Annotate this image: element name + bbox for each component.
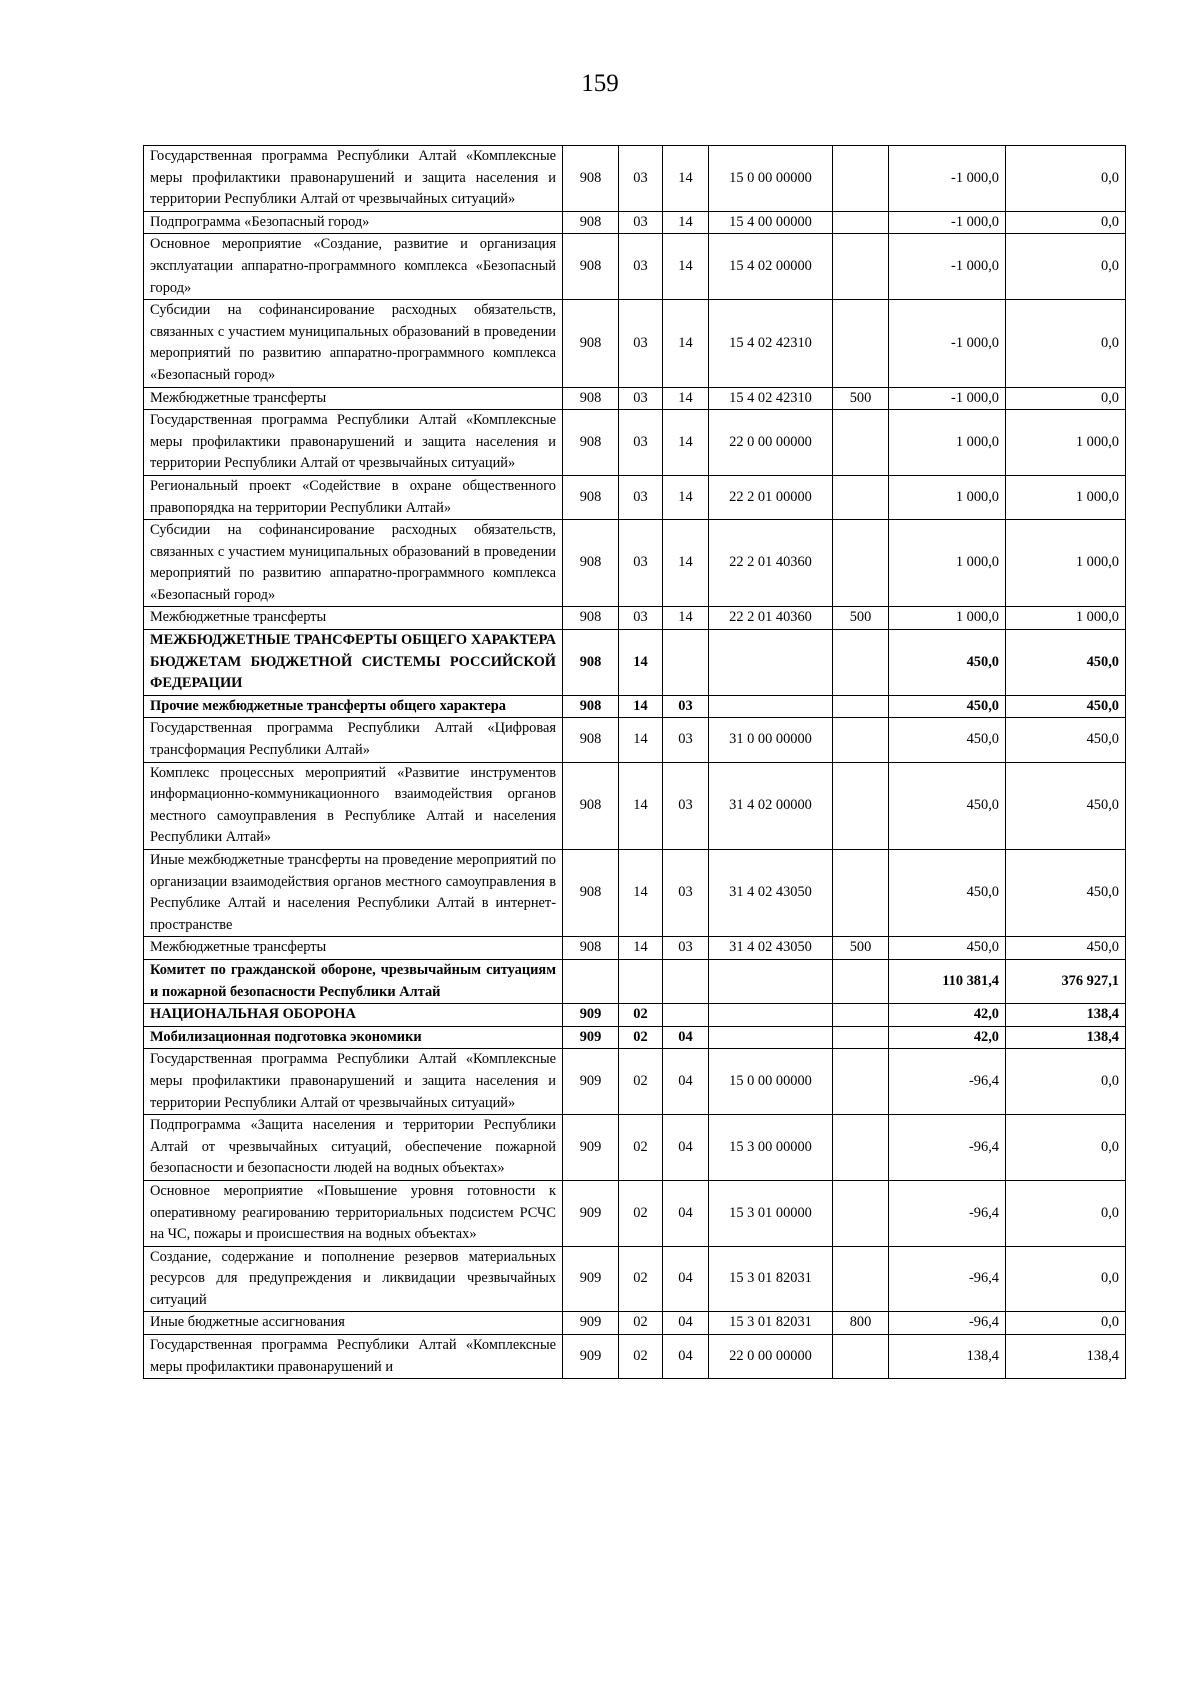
row-name: Основное мероприятие «Повышение уровня готовности к оперативному реагированию территориальных подсистем РСЧС на ЧС, пожары и происшествия на водных объектах»	[144, 1180, 563, 1246]
amount-year-2: 1 000,0	[1006, 607, 1126, 630]
expense-type-code	[833, 1004, 889, 1027]
expense-type-code	[833, 1115, 889, 1181]
section-code: 03	[619, 607, 663, 630]
row-name: Государственная программа Республики Алтай «Комплексные меры профилактики правонарушений и защита населения и территории Республики Алтай от чрезвычайных ситуаций»	[144, 410, 563, 476]
amount-year-1: -1 000,0	[889, 300, 1006, 387]
ministry-code: 908	[563, 718, 619, 762]
amount-year-2: 0,0	[1006, 1115, 1126, 1181]
ministry-code: 909	[563, 1026, 619, 1049]
expense-type-code	[833, 300, 889, 387]
amount-year-2: 1 000,0	[1006, 475, 1126, 519]
ministry-code: 908	[563, 520, 619, 607]
amount-year-1: 450,0	[889, 850, 1006, 937]
ministry-code: 909	[563, 1335, 619, 1379]
section-code: 14	[619, 630, 663, 696]
subsection-code: 14	[663, 520, 709, 607]
section-code: 02	[619, 1180, 663, 1246]
amount-year-2: 450,0	[1006, 762, 1126, 849]
target-article-code: 22 2 01 40360	[709, 607, 833, 630]
budget-table	[143, 145, 1126, 1379]
amount-year-2: 0,0	[1006, 234, 1126, 300]
amount-year-2: 1 000,0	[1006, 410, 1126, 476]
amount-year-2: 0,0	[1006, 1312, 1126, 1335]
subsection-code	[663, 630, 709, 696]
section-code: 03	[619, 475, 663, 519]
amount-year-1: -96,4	[889, 1246, 1006, 1312]
target-article-code: 15 0 00 00000	[709, 146, 833, 212]
expense-type-code	[833, 695, 889, 718]
expense-type-code	[833, 959, 889, 1003]
subsection-code: 14	[663, 211, 709, 234]
amount-year-2: 0,0	[1006, 1049, 1126, 1115]
expense-type-code: 500	[833, 607, 889, 630]
row-name: Комитет по гражданской обороне, чрезвычайным ситуациям и пожарной безопасности Республики Алтай	[144, 959, 563, 1003]
section-code: 02	[619, 1115, 663, 1181]
target-article-code: 31 4 02 43050	[709, 937, 833, 960]
expense-type-code	[833, 520, 889, 607]
ministry-code	[563, 959, 619, 1003]
table-row	[144, 1026, 1126, 1049]
section-code: 02	[619, 1004, 663, 1027]
subsection-code: 14	[663, 387, 709, 410]
ministry-code: 908	[563, 300, 619, 387]
section-code: 02	[619, 1335, 663, 1379]
table-row	[144, 937, 1126, 960]
page-number: 159	[581, 70, 619, 97]
amount-year-2: 0,0	[1006, 387, 1126, 410]
amount-year-1: -96,4	[889, 1049, 1006, 1115]
table-row	[144, 300, 1126, 387]
amount-year-1: 1 000,0	[889, 410, 1006, 476]
section-code: 03	[619, 300, 663, 387]
expense-type-code	[833, 1049, 889, 1115]
subsection-code: 03	[663, 762, 709, 849]
section-code: 02	[619, 1246, 663, 1312]
target-article-code: 15 4 00 00000	[709, 211, 833, 234]
ministry-code: 908	[563, 762, 619, 849]
row-name: Мобилизационная подготовка экономики	[144, 1026, 563, 1049]
row-name: Межбюджетные трансферты	[144, 387, 563, 410]
expense-type-code: 500	[833, 937, 889, 960]
ministry-code: 908	[563, 695, 619, 718]
table-row	[144, 146, 1126, 212]
amount-year-1: 450,0	[889, 762, 1006, 849]
section-code: 03	[619, 234, 663, 300]
row-name: Межбюджетные трансферты	[144, 937, 563, 960]
target-article-code: 22 2 01 40360	[709, 520, 833, 607]
subsection-code: 14	[663, 410, 709, 476]
subsection-code: 14	[663, 300, 709, 387]
amount-year-1: 450,0	[889, 718, 1006, 762]
row-name: МЕЖБЮДЖЕТНЫЕ ТРАНСФЕРТЫ ОБЩЕГО ХАРАКТЕРА БЮДЖЕТАМ БЮДЖЕТНОЙ СИСТЕМЫ РОССИЙСКОЙ ФЕДЕРАЦИИ	[144, 630, 563, 696]
table-row	[144, 959, 1126, 1003]
amount-year-1: 450,0	[889, 695, 1006, 718]
row-name: Субсидии на софинансирование расходных обязательств, связанных с участием муниципальных образований в проведении мероприятий по развитию аппаратно-программного комплекса «Безопасный город»	[144, 520, 563, 607]
target-article-code: 31 0 00 00000	[709, 718, 833, 762]
table-row	[144, 410, 1126, 476]
target-article-code: 15 4 02 42310	[709, 387, 833, 410]
row-name: Комплекс процессных мероприятий «Развитие инструментов информационно-коммуникационного взаимодействия органов местного самоуправления в Республике Алтай и населения Республики Алтай»	[144, 762, 563, 849]
section-code: 03	[619, 387, 663, 410]
amount-year-1: 138,4	[889, 1335, 1006, 1379]
amount-year-1: -1 000,0	[889, 387, 1006, 410]
target-article-code	[709, 959, 833, 1003]
table-row	[144, 1004, 1126, 1027]
ministry-code: 909	[563, 1115, 619, 1181]
subsection-code: 04	[663, 1115, 709, 1181]
table-row	[144, 695, 1126, 718]
target-article-code	[709, 1026, 833, 1049]
target-article-code: 15 4 02 00000	[709, 234, 833, 300]
row-name: Государственная программа Республики Алтай «Цифровая трансформация Республики Алтай»	[144, 718, 563, 762]
amount-year-1: 450,0	[889, 630, 1006, 696]
subsection-code: 03	[663, 850, 709, 937]
target-article-code: 22 0 00 00000	[709, 1335, 833, 1379]
row-name: Прочие межбюджетные трансферты общего характера	[144, 695, 563, 718]
amount-year-2: 450,0	[1006, 850, 1126, 937]
row-name: Основное мероприятие «Создание, развитие и организация эксплуатации аппаратно-программного комплекса «Безопасный город»	[144, 234, 563, 300]
table-row	[144, 850, 1126, 937]
target-article-code: 22 0 00 00000	[709, 410, 833, 476]
subsection-code: 14	[663, 146, 709, 212]
subsection-code: 04	[663, 1246, 709, 1312]
table-row	[144, 607, 1126, 630]
section-code: 03	[619, 520, 663, 607]
ministry-code: 908	[563, 850, 619, 937]
amount-year-2: 1 000,0	[1006, 520, 1126, 607]
expense-type-code	[833, 1180, 889, 1246]
target-article-code	[709, 630, 833, 696]
expense-type-code	[833, 211, 889, 234]
ministry-code: 909	[563, 1312, 619, 1335]
ministry-code: 908	[563, 211, 619, 234]
row-name: Подпрограмма «Защита населения и территории Республики Алтай от чрезвычайных ситуаций, обеспечение пожарной безопасности и безопасности людей на водных объектах»	[144, 1115, 563, 1181]
amount-year-2: 0,0	[1006, 1246, 1126, 1312]
section-code: 03	[619, 410, 663, 476]
row-name: Субсидии на софинансирование расходных обязательств, связанных с участием муниципальных образований в проведении мероприятий по развитию аппаратно-программного комплекса «Безопасный город»	[144, 300, 563, 387]
amount-year-2: 138,4	[1006, 1026, 1126, 1049]
ministry-code: 908	[563, 234, 619, 300]
target-article-code	[709, 1004, 833, 1027]
expense-type-code	[833, 475, 889, 519]
table-row	[144, 630, 1126, 696]
table-row	[144, 387, 1126, 410]
amount-year-1: -96,4	[889, 1115, 1006, 1181]
target-article-code: 15 3 00 00000	[709, 1115, 833, 1181]
table-row	[144, 718, 1126, 762]
table-row	[144, 762, 1126, 849]
table-row	[144, 211, 1126, 234]
subsection-code: 04	[663, 1049, 709, 1115]
expense-type-code	[833, 762, 889, 849]
expense-type-code	[833, 850, 889, 937]
amount-year-1: -1 000,0	[889, 211, 1006, 234]
amount-year-1: 110 381,4	[889, 959, 1006, 1003]
expense-type-code	[833, 1026, 889, 1049]
row-name: Иные межбюджетные трансферты на проведение мероприятий по организации взаимодействия органов местного самоуправления в Республике Алтай и населения Республики Алтай в интернет-пространстве	[144, 850, 563, 937]
amount-year-1: 42,0	[889, 1026, 1006, 1049]
ministry-code: 909	[563, 1004, 619, 1027]
row-name: Государственная программа Республики Алтай «Комплексные меры профилактики правонарушений и	[144, 1335, 563, 1379]
row-name: Государственная программа Республики Алтай «Комплексные меры профилактики правонарушений и защита населения и территории Республики Алтай от чрезвычайных ситуаций»	[144, 1049, 563, 1115]
amount-year-2: 0,0	[1006, 146, 1126, 212]
ministry-code: 908	[563, 410, 619, 476]
table-row	[144, 1246, 1126, 1312]
target-article-code: 22 2 01 00000	[709, 475, 833, 519]
subsection-code: 04	[663, 1312, 709, 1335]
row-name: Подпрограмма «Безопасный город»	[144, 211, 563, 234]
budget-table-body	[144, 146, 1126, 1379]
amount-year-1: -1 000,0	[889, 146, 1006, 212]
amount-year-2: 450,0	[1006, 718, 1126, 762]
ministry-code: 909	[563, 1049, 619, 1115]
row-name: Иные бюджетные ассигнования	[144, 1312, 563, 1335]
subsection-code	[663, 959, 709, 1003]
expense-type-code: 500	[833, 387, 889, 410]
ministry-code: 909	[563, 1180, 619, 1246]
row-name: Региональный проект «Содействие в охране общественного правопорядка на территории Республики Алтай»	[144, 475, 563, 519]
target-article-code: 15 3 01 00000	[709, 1180, 833, 1246]
amount-year-1: -1 000,0	[889, 234, 1006, 300]
table-row	[144, 1049, 1126, 1115]
amount-year-2: 450,0	[1006, 937, 1126, 960]
subsection-code: 03	[663, 695, 709, 718]
table-row	[144, 520, 1126, 607]
section-code: 02	[619, 1026, 663, 1049]
section-code: 02	[619, 1049, 663, 1115]
section-code: 14	[619, 850, 663, 937]
amount-year-1: 1 000,0	[889, 607, 1006, 630]
table-row	[144, 1115, 1126, 1181]
section-code: 14	[619, 695, 663, 718]
subsection-code: 03	[663, 937, 709, 960]
amount-year-1: -96,4	[889, 1312, 1006, 1335]
expense-type-code: 800	[833, 1312, 889, 1335]
amount-year-2: 376 927,1	[1006, 959, 1126, 1003]
subsection-code: 03	[663, 718, 709, 762]
section-code: 14	[619, 762, 663, 849]
amount-year-1: 1 000,0	[889, 475, 1006, 519]
row-name: Государственная программа Республики Алтай «Комплексные меры профилактики правонарушений и защита населения и территории Республики Алтай от чрезвычайных ситуаций»	[144, 146, 563, 212]
target-article-code: 31 4 02 00000	[709, 762, 833, 849]
section-code: 14	[619, 937, 663, 960]
target-article-code: 31 4 02 43050	[709, 850, 833, 937]
section-code	[619, 959, 663, 1003]
subsection-code	[663, 1004, 709, 1027]
expense-type-code	[833, 1246, 889, 1312]
amount-year-2: 0,0	[1006, 211, 1126, 234]
table-row	[144, 1335, 1126, 1379]
table-row	[144, 1312, 1126, 1335]
table-row	[144, 475, 1126, 519]
amount-year-1: 450,0	[889, 937, 1006, 960]
amount-year-2: 0,0	[1006, 300, 1126, 387]
target-article-code: 15 3 01 82031	[709, 1312, 833, 1335]
amount-year-1: -96,4	[889, 1180, 1006, 1246]
amount-year-1: 42,0	[889, 1004, 1006, 1027]
row-name: Межбюджетные трансферты	[144, 607, 563, 630]
section-code: 03	[619, 146, 663, 212]
row-name: НАЦИОНАЛЬНАЯ ОБОРОНА	[144, 1004, 563, 1027]
subsection-code: 04	[663, 1180, 709, 1246]
amount-year-2: 450,0	[1006, 695, 1126, 718]
section-code: 02	[619, 1312, 663, 1335]
expense-type-code	[833, 410, 889, 476]
expense-type-code	[833, 234, 889, 300]
target-article-code	[709, 695, 833, 718]
expense-type-code	[833, 146, 889, 212]
subsection-code: 14	[663, 607, 709, 630]
target-article-code: 15 0 00 00000	[709, 1049, 833, 1115]
amount-year-2: 0,0	[1006, 1180, 1126, 1246]
expense-type-code	[833, 1335, 889, 1379]
ministry-code: 908	[563, 387, 619, 410]
section-code: 14	[619, 718, 663, 762]
ministry-code: 908	[563, 607, 619, 630]
amount-year-1: 1 000,0	[889, 520, 1006, 607]
subsection-code: 04	[663, 1026, 709, 1049]
table-row	[144, 234, 1126, 300]
section-code: 03	[619, 211, 663, 234]
amount-year-2: 450,0	[1006, 630, 1126, 696]
row-name: Создание, содержание и пополнение резервов материальных ресурсов для предупреждения и ликвидации чрезвычайных ситуаций	[144, 1246, 563, 1312]
expense-type-code	[833, 718, 889, 762]
amount-year-2: 138,4	[1006, 1004, 1126, 1027]
ministry-code: 908	[563, 475, 619, 519]
target-article-code: 15 3 01 82031	[709, 1246, 833, 1312]
target-article-code: 15 4 02 42310	[709, 300, 833, 387]
expense-type-code	[833, 630, 889, 696]
table-row	[144, 1180, 1126, 1246]
ministry-code: 908	[563, 146, 619, 212]
subsection-code: 14	[663, 234, 709, 300]
subsection-code: 14	[663, 475, 709, 519]
subsection-code: 04	[663, 1335, 709, 1379]
ministry-code: 908	[563, 937, 619, 960]
amount-year-2: 138,4	[1006, 1335, 1126, 1379]
ministry-code: 908	[563, 630, 619, 696]
ministry-code: 909	[563, 1246, 619, 1312]
